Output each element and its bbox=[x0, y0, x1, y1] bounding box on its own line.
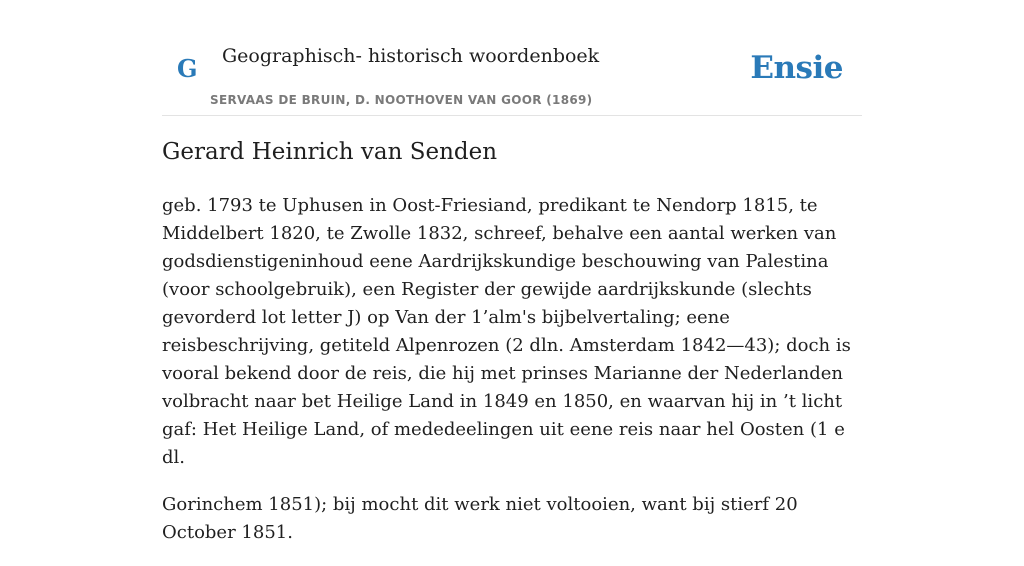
book-authors: SERVAAS DE BRUIN, D. NOOTHOVEN VAN GOOR (1869) bbox=[210, 93, 593, 107]
book-title-link[interactable]: Geographisch- historisch woordenboek bbox=[222, 45, 600, 67]
header bbox=[162, 0, 862, 116]
entry-paragraph: Gorinchem 1851); bij mocht dit werk niet voltooien, want bij stierf 20 October 1851. bbox=[162, 494, 798, 543]
ensie-logo[interactable]: Ensie bbox=[750, 50, 843, 86]
book-logo-icon[interactable]: G bbox=[177, 54, 198, 83]
entry-body bbox=[162, 192, 862, 566]
entry-title: Gerard Heinrich van Senden bbox=[162, 139, 498, 165]
entry-paragraph: geb. 1793 te Uphusen in Oost-Friesiand, predikant te Nendorp 1815, te Middelbert 1820, te Zwolle 1832, schreef, behalve een aantal werken van godsdienstigeninhoud eene Aardrijkskundige beschouwing van Palestina (voor schoolgebruik), een Register der gewijde aardrijkskunde (slechts gevorderd lot letter J) op Van der 1’alm's bijbelvertaling; eene reisbeschrijving, getiteld Alpenrozen (2 dln. Amsterdam 1842—43); doch is vooral bekend door de reis, die hij met prinses Marianne der Nederlanden volbracht naar bet Heilige Land in 1849 en 1850, en waarvan hij in ’t licht gaf: Het Heilige Land, of mededeelingen uit eene reis naar hel Oosten (1 e dl. bbox=[162, 195, 851, 468]
